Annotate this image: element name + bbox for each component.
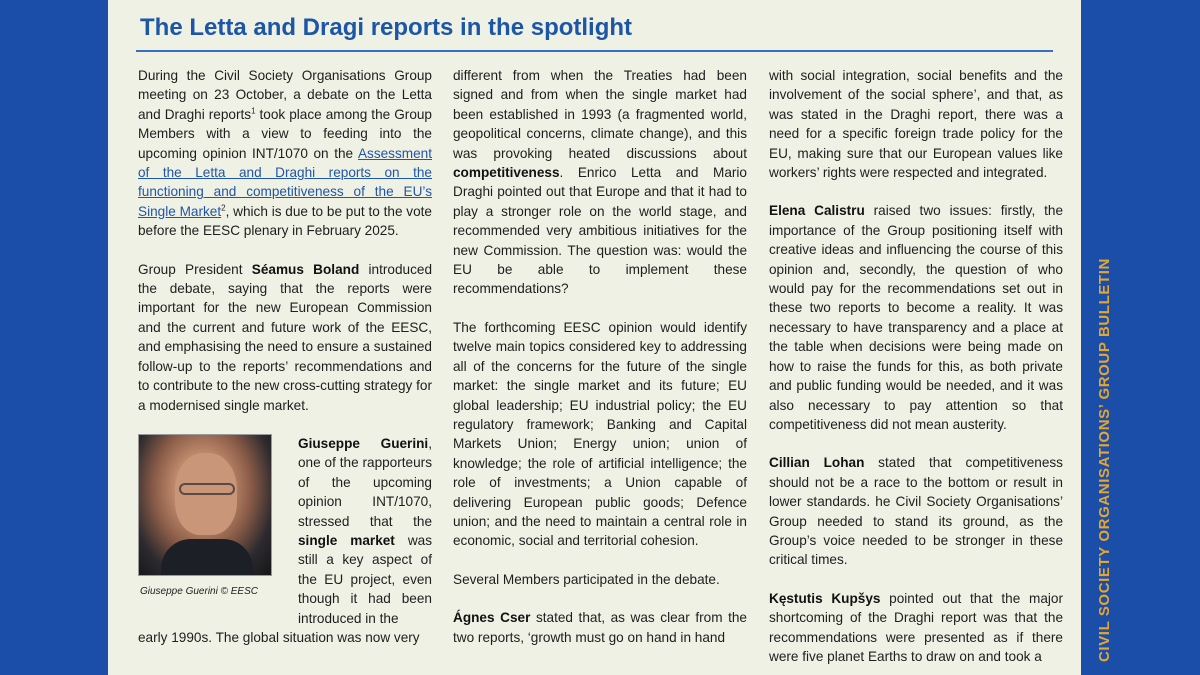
speaker-name: Ágnes Cser <box>453 610 531 626</box>
paragraph-guerini-cont: early 1990s. The global situation was now very <box>138 629 420 645</box>
bulletin-page <box>108 0 1081 675</box>
speaker-name: Kęstutis Kupšys <box>769 590 881 606</box>
article-title: The Letta and Dragi reports in the spotlight <box>140 14 633 41</box>
paragraph-intro: During the Civil Society Organisations Group meeting on 23 October, a debate on the Letta and Draghi reports$^1$ took place among the Group Members with a view to feeding into the upcoming opinion INT/1070 on the Assessment of the Letta and Draghi reports on the functioning and competitiveness of the EU’s Single Market$^2$, which is due to be put to the vote before the EESC plenary in February 2025. <box>138 68 432 239</box>
bulletin-sidebar-label: CIVIL SOCIETY ORGANISATIONS’ GROUP BULLETIN <box>1096 258 1113 662</box>
paragraph-twelve-topics: The forthcoming EESC opinion would identify twelve main topics considered key to addressing all of the concerns for the future of the single market: the single market and its future; EU global leadership; EU industrial policy; the EU regulatory framework; Banking and Capital Markets Union; Energy union; union of knowledge; the role of artificial intelligence; the role of investments; a Union capable of delivering European public goods; Defence union; and the need to maintain a central role in economic, social and territorial cohesion. <box>453 319 747 549</box>
paragraph-calistru: Elena Calistru raised two issues: firstly, the importance of the Group positioning itself with creative ideas and influencing the course of this opinion and, secondly, the question of who would pay for the recommendations set out in these two reports to become a reality. It was necessary to have transparency and a place at the table when decisions were being made on how to raise the funds for this, as both private and public funding would be needed, and it was also necessary to pay attention so that competitiveness did not mean austerity. <box>769 203 1064 432</box>
speaker-name: Giuseppe Guerini <box>298 435 429 451</box>
paragraph-kupsys: Kęstutis Kupšys pointed out that the major shortcoming of the Draghi report was that the recommendations were presented as if there were five planet Earths to draw on and took a <box>769 590 1063 664</box>
paragraph-guerini: Giuseppe Guerini, one of the rapporteurs of the upcoming opinion INT/1070, stressed that the single market was still a key aspect of the EU project, even though it had been introduced in the <box>298 435 432 626</box>
paragraph-cser-cont: with social integration, social benefits and the involvement of the social sphere’, and that, as was stated in the Draghi report, there was a need for a specific foreign trade policy for the EU, making sure that our European values like workers’ rights were respected and integrated. <box>769 68 1063 181</box>
footnote-ref-1[interactable]: 1 <box>251 106 256 116</box>
paragraph-competitiveness: different from when the Treaties had been signed and from when the single market had been established in 1993 (a fragmented world, geopolitical concerns, climate change), and this was provoking heated discussions about competitiveness. Enrico Letta and Mario Draghi pointed out that Europe and that it had to play a stronger role on the world stage, and recommended very ambitious initiatives for the new Commission. The question was: would the EU be able to implement these recommendations? <box>453 68 747 297</box>
portrait-photo <box>138 434 272 576</box>
column-3 <box>769 66 1063 675</box>
title-rule <box>136 50 1053 52</box>
paragraph-cser: Ágnes Cser stated that, as was clear from the two reports, ‘growth must go on hand in hand <box>453 610 747 645</box>
speaker-name: Cillian Lohan <box>769 455 865 471</box>
opinion-link[interactable]: Assessment of the Letta and Draghi reports on the functioning and competitiveness of the EU’s Single Market <box>138 145 432 219</box>
photo-block <box>138 434 432 629</box>
paragraph-lohan: Cillian Lohan stated that competitiveness should not be a race to the bottom or result in lower standards. he Civil Society Organisations’ Group needed to stand its ground, as the Group’s voice needed to be stronger in these critical times. <box>769 455 1063 568</box>
speaker-name: Elena Calistru <box>769 203 865 219</box>
footnote-ref-2[interactable]: 2 <box>221 203 226 213</box>
photo-caption: Giuseppe Guerini © EESC <box>140 585 258 597</box>
paragraph-boland: Group President Séamus Boland introduced the debate, saying that the reports were important for the new European Commission and the current and future work of the EESC, and emphasising the need to ensure a sustained follow-up to the reports’ recommendations and to contribute to the new cross-cutting strategy for a modernised single market. <box>138 261 433 413</box>
paragraph-members: Several Members participated in the debate. <box>453 571 720 587</box>
speaker-name: Séamus Boland <box>251 261 360 277</box>
column-2 <box>453 66 747 666</box>
column-1 <box>138 66 432 666</box>
